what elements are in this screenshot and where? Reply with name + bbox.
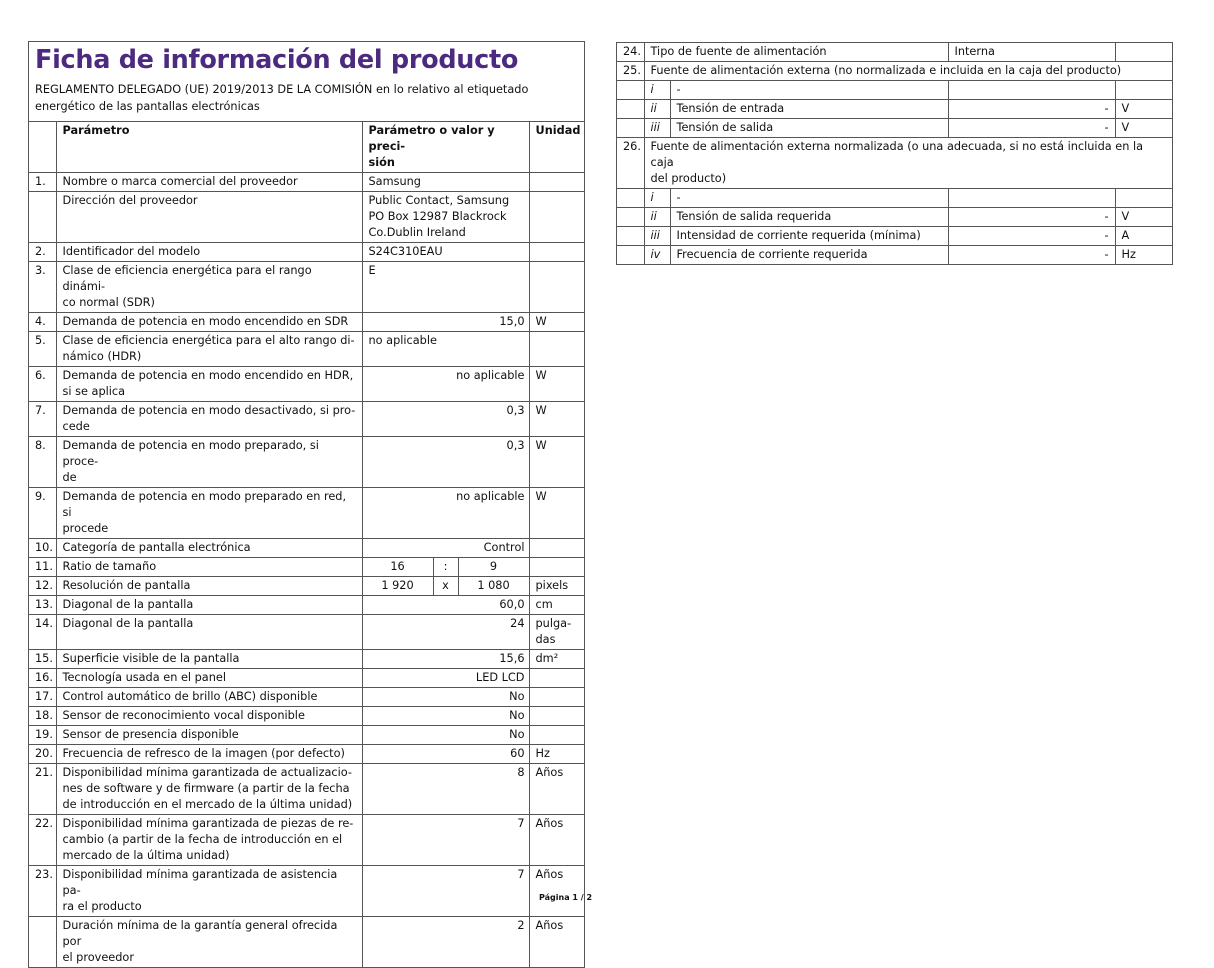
sub-row bbox=[617, 100, 1172, 119]
value-cell: 60,0 bbox=[362, 596, 529, 615]
row-number: 25. bbox=[617, 62, 644, 81]
resolution-first-value: 1 920 bbox=[362, 577, 433, 596]
row-number bbox=[617, 100, 644, 119]
parameter-cell: Sensor de reconocimiento vocal disponible bbox=[56, 707, 362, 726]
table-row bbox=[29, 558, 585, 577]
table-row bbox=[29, 437, 585, 488]
value-cell: 24 bbox=[362, 615, 529, 650]
value-cell bbox=[948, 189, 1115, 208]
row-number: 13. bbox=[29, 596, 56, 615]
row-number: 2. bbox=[29, 243, 56, 262]
unit-cell bbox=[529, 688, 585, 707]
parameter-cell: Tensión de salida bbox=[670, 119, 948, 138]
row-number bbox=[617, 119, 644, 138]
power-supply-table-panel bbox=[616, 42, 1173, 265]
parameter-cell: Tecnología usada en el panel bbox=[56, 669, 362, 688]
parameter-cell: Intensidad de corriente requerida (mínima) bbox=[670, 227, 948, 246]
parameter-cell: Tipo de fuente de alimentación bbox=[644, 43, 948, 62]
table-row bbox=[29, 173, 585, 192]
table-row bbox=[29, 917, 585, 968]
value-cell: E bbox=[362, 262, 529, 313]
value-cell: 7 bbox=[362, 866, 529, 917]
row-number: 7. bbox=[29, 402, 56, 437]
table-row bbox=[29, 669, 585, 688]
value-cell: 15,6 bbox=[362, 650, 529, 669]
sub-index: iii bbox=[644, 227, 670, 246]
sub-index: iii bbox=[644, 119, 670, 138]
table-row bbox=[29, 726, 585, 745]
table-row bbox=[617, 43, 1172, 62]
parameter-cell: Frecuencia de corriente requerida bbox=[670, 246, 948, 265]
value-cell: 7 bbox=[362, 815, 529, 866]
row-number: 22. bbox=[29, 815, 56, 866]
value-cell: 60 bbox=[362, 745, 529, 764]
parameter-cell: Clase de eficiencia energética para el rango dinámi- co normal (SDR) bbox=[56, 262, 362, 313]
sub-index: i bbox=[644, 189, 670, 208]
parameter-cell: Tensión de salida requerida bbox=[670, 208, 948, 227]
row-number: 18. bbox=[29, 707, 56, 726]
parameter-cell: Categoría de pantalla electrónica bbox=[56, 539, 362, 558]
unit-cell: W bbox=[529, 313, 585, 332]
value-cell: No bbox=[362, 707, 529, 726]
value-cell: Samsung bbox=[362, 173, 529, 192]
row-number: 8. bbox=[29, 437, 56, 488]
unit-cell bbox=[529, 332, 585, 367]
unit-cell bbox=[529, 539, 585, 558]
unit-cell: V bbox=[1115, 119, 1172, 138]
value-cell: no aplicable bbox=[362, 488, 529, 539]
row-number: 16. bbox=[29, 669, 56, 688]
parameter-cell: Control automático de brillo (ABC) disponible bbox=[56, 688, 362, 707]
value-cell: no aplicable bbox=[362, 367, 529, 402]
parameter-cell: Fuente de alimentación externa (no normalizada e incluida en la caja del producto) bbox=[644, 62, 1172, 81]
table-row bbox=[29, 313, 585, 332]
table-row bbox=[29, 866, 585, 917]
row-number: 11. bbox=[29, 558, 56, 577]
table-row bbox=[29, 262, 585, 313]
row-number: 6. bbox=[29, 367, 56, 402]
unit-cell: Años bbox=[529, 866, 585, 917]
value-cell: 0,3 bbox=[362, 437, 529, 488]
parameter-cell: Disponibilidad mínima garantizada de actualizacio- nes de software y de firmware (a partir de la fecha de introducción en el mercado de la última unidad) bbox=[56, 764, 362, 815]
unit-cell: W bbox=[529, 367, 585, 402]
value-cell: - bbox=[948, 246, 1115, 265]
table-row bbox=[29, 815, 585, 866]
value-cell: LED LCD bbox=[362, 669, 529, 688]
parameter-cell: Demanda de potencia en modo encendido en HDR, si se aplica bbox=[56, 367, 362, 402]
unit-cell: W bbox=[529, 488, 585, 539]
unit-cell: A bbox=[1115, 227, 1172, 246]
unit-cell: V bbox=[1115, 208, 1172, 227]
sub-index: iv bbox=[644, 246, 670, 265]
table-row bbox=[29, 539, 585, 558]
table-row bbox=[29, 402, 585, 437]
value-cell: Public Contact, Samsung PO Box 12987 Blackrock Co.Dublin Ireland bbox=[362, 192, 529, 243]
unit-cell: W bbox=[529, 437, 585, 488]
unit-cell bbox=[529, 558, 585, 577]
row-number: 5. bbox=[29, 332, 56, 367]
table-row bbox=[29, 764, 585, 815]
unit-cell: Años bbox=[529, 764, 585, 815]
parameter-cell: - bbox=[670, 189, 948, 208]
sub-row bbox=[617, 227, 1172, 246]
parameter-cell: Clase de eficiencia energética para el alto rango di- námico (HDR) bbox=[56, 332, 362, 367]
row-number: 12. bbox=[29, 577, 56, 596]
row-number bbox=[617, 246, 644, 265]
unit-cell: W bbox=[529, 402, 585, 437]
value-cell: - bbox=[948, 119, 1115, 138]
page-number: Página 1 / 2 bbox=[539, 893, 593, 902]
parameter-cell: Demanda de potencia en modo preparado, si proce- de bbox=[56, 437, 362, 488]
row-number bbox=[29, 917, 56, 968]
ratio-separator: : bbox=[433, 558, 458, 577]
unit-cell: pixels bbox=[529, 577, 585, 596]
page-title: Ficha de información del producto bbox=[35, 45, 519, 75]
parameter-cell: Demanda de potencia en modo desactivado, si pro- cede bbox=[56, 402, 362, 437]
parameter-cell: Diagonal de la pantalla bbox=[56, 615, 362, 650]
unit-cell bbox=[529, 173, 585, 192]
unit-cell bbox=[1115, 43, 1172, 62]
row-number: 10. bbox=[29, 539, 56, 558]
row-number: 9. bbox=[29, 488, 56, 539]
table-row bbox=[29, 615, 585, 650]
row-number: 14. bbox=[29, 615, 56, 650]
unit-cell: Hz bbox=[529, 745, 585, 764]
unit-cell bbox=[1115, 81, 1172, 100]
unit-cell bbox=[529, 707, 585, 726]
row-number: 17. bbox=[29, 688, 56, 707]
resolution-second-value: 1 080 bbox=[458, 577, 529, 596]
power-supply-table bbox=[617, 43, 1172, 264]
unit-cell bbox=[529, 192, 585, 243]
row-number bbox=[617, 81, 644, 100]
table-row bbox=[29, 243, 585, 262]
table-row bbox=[29, 688, 585, 707]
table-row bbox=[29, 577, 585, 596]
table-row bbox=[29, 488, 585, 539]
value-cell: Control bbox=[362, 539, 529, 558]
table-header-row bbox=[29, 122, 585, 173]
sub-row bbox=[617, 246, 1172, 265]
sub-row bbox=[617, 189, 1172, 208]
row-number bbox=[617, 189, 644, 208]
table-row bbox=[29, 650, 585, 669]
table-row bbox=[29, 332, 585, 367]
row-number: 21. bbox=[29, 764, 56, 815]
unit-cell bbox=[529, 726, 585, 745]
row-number bbox=[617, 208, 644, 227]
value-cell: S24C310EAU bbox=[362, 243, 529, 262]
parameter-cell: Diagonal de la pantalla bbox=[56, 596, 362, 615]
parameter-cell: Nombre o marca comercial del proveedor bbox=[56, 173, 362, 192]
parameter-cell: Fuente de alimentación externa normalizada (o una adecuada, si no está incluida en la caja del producto) bbox=[644, 138, 1172, 189]
sub-index: ii bbox=[644, 208, 670, 227]
sub-index: i bbox=[644, 81, 670, 100]
value-cell: 2 bbox=[362, 917, 529, 968]
unit-cell bbox=[1115, 189, 1172, 208]
header-unit: Unidad bbox=[529, 122, 585, 173]
row-number: 19. bbox=[29, 726, 56, 745]
unit-cell bbox=[529, 262, 585, 313]
row-number: 26. bbox=[617, 138, 644, 189]
table-row bbox=[617, 138, 1172, 189]
parameter-cell: Duración mínima de la garantía general ofrecida por el proveedor bbox=[56, 917, 362, 968]
row-number: 1. bbox=[29, 173, 56, 192]
sub-index: ii bbox=[644, 100, 670, 119]
parameter-cell: Dirección del proveedor bbox=[56, 192, 362, 243]
header-value: Parámetro o valor y preci- sión bbox=[362, 122, 529, 173]
unit-cell: V bbox=[1115, 100, 1172, 119]
parameter-cell: Demanda de potencia en modo preparado en red, si procede bbox=[56, 488, 362, 539]
regulation-text: REGLAMENTO DELEGADO (UE) 2019/2013 DE LA COMISIÓN en lo relativo al etiquetado energético de las pantallas electrónicas bbox=[35, 83, 529, 113]
parameter-cell: Disponibilidad mínima garantizada de piezas de re- cambio (a partir de la fecha de introducción en el mercado de la última unidad) bbox=[56, 815, 362, 866]
row-number: 23. bbox=[29, 866, 56, 917]
table-row bbox=[29, 367, 585, 402]
row-number bbox=[617, 227, 644, 246]
row-number: 3. bbox=[29, 262, 56, 313]
row-number bbox=[29, 192, 56, 243]
value-cell: No bbox=[362, 726, 529, 745]
unit-cell: pulga- das bbox=[529, 615, 585, 650]
value-cell: 0,3 bbox=[362, 402, 529, 437]
parameter-cell: Sensor de presencia disponible bbox=[56, 726, 362, 745]
parameter-cell: Disponibilidad mínima garantizada de asistencia pa- ra el producto bbox=[56, 866, 362, 917]
unit-cell: Años bbox=[529, 917, 585, 968]
parameter-cell: Superficie visible de la pantalla bbox=[56, 650, 362, 669]
parameter-cell: Identificador del modelo bbox=[56, 243, 362, 262]
unit-cell: cm bbox=[529, 596, 585, 615]
row-number: 4. bbox=[29, 313, 56, 332]
value-cell bbox=[948, 81, 1115, 100]
value-cell: - bbox=[948, 227, 1115, 246]
table-row bbox=[617, 62, 1172, 81]
unit-cell bbox=[529, 669, 585, 688]
header-block bbox=[29, 42, 584, 122]
table-row bbox=[29, 192, 585, 243]
row-number: 24. bbox=[617, 43, 644, 62]
parameter-cell: - bbox=[670, 81, 948, 100]
parameter-cell: Tensión de entrada bbox=[670, 100, 948, 119]
row-number: 20. bbox=[29, 745, 56, 764]
unit-cell: Hz bbox=[1115, 246, 1172, 265]
header-parameter: Parámetro bbox=[56, 122, 362, 173]
resolution-separator: x bbox=[433, 577, 458, 596]
value-cell: no aplicable bbox=[362, 332, 529, 367]
value-cell: - bbox=[948, 208, 1115, 227]
parameters-table bbox=[29, 122, 585, 967]
value-cell: 8 bbox=[362, 764, 529, 815]
unit-cell bbox=[529, 243, 585, 262]
parameter-cell: Ratio de tamaño bbox=[56, 558, 362, 577]
ratio-second-value: 9 bbox=[458, 558, 529, 577]
value-cell: 15,0 bbox=[362, 313, 529, 332]
unit-cell: Años bbox=[529, 815, 585, 866]
sub-row bbox=[617, 119, 1172, 138]
table-row bbox=[29, 707, 585, 726]
parameter-cell: Resolución de pantalla bbox=[56, 577, 362, 596]
sub-row bbox=[617, 81, 1172, 100]
value-cell: Interna bbox=[948, 43, 1115, 62]
table-row bbox=[29, 596, 585, 615]
ratio-first-value: 16 bbox=[362, 558, 433, 577]
table-row bbox=[29, 745, 585, 764]
value-cell: No bbox=[362, 688, 529, 707]
parameter-cell: Frecuencia de refresco de la imagen (por defecto) bbox=[56, 745, 362, 764]
value-cell: - bbox=[948, 100, 1115, 119]
unit-cell: dm² bbox=[529, 650, 585, 669]
product-info-sheet bbox=[28, 41, 585, 968]
sub-row bbox=[617, 208, 1172, 227]
parameter-cell: Demanda de potencia en modo encendido en SDR bbox=[56, 313, 362, 332]
row-number: 15. bbox=[29, 650, 56, 669]
